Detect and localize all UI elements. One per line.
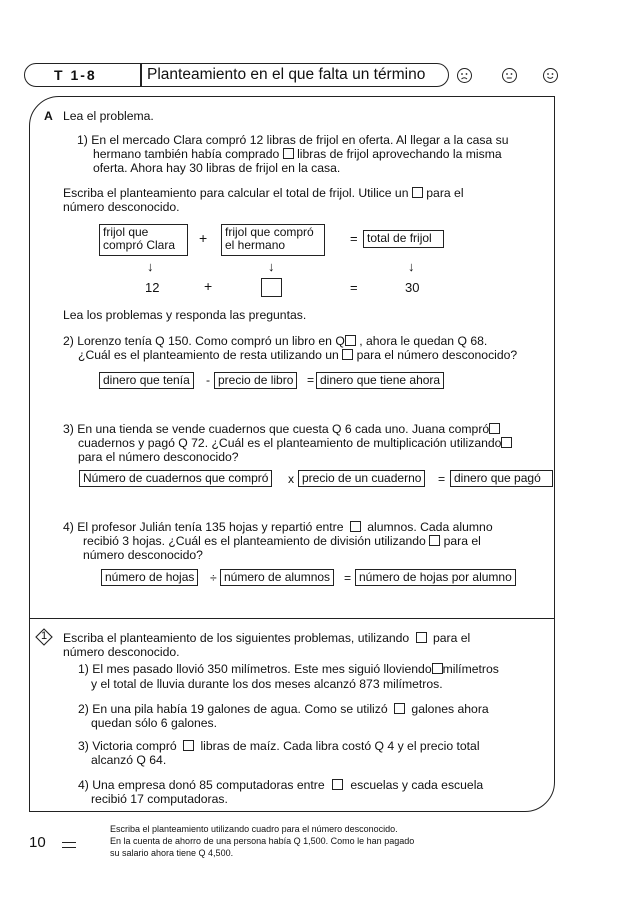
times-sign: x bbox=[288, 472, 295, 486]
header-divider bbox=[140, 63, 142, 87]
section-1-instruction-line-1: Escriba el planteamiento de los siguientes problemas, utilizando para el bbox=[63, 631, 471, 645]
arrow-down-icon: ↓ bbox=[408, 259, 415, 274]
section-a-instruction: Lea el problema. bbox=[63, 109, 154, 123]
problem-3-line-3: para el número desconocido? bbox=[78, 450, 239, 464]
problem-4-line-1: 4) El profesor Julián tenía 135 hojas y repartió entre alumnos. Cada alumno bbox=[63, 520, 493, 534]
p2-box-dinero-tenia: dinero que tenía bbox=[99, 372, 194, 389]
unknown-box[interactable] bbox=[342, 349, 353, 360]
exercise-4-line-2: recibió 17 computadoras. bbox=[91, 792, 228, 806]
sad-face-icon[interactable] bbox=[457, 68, 472, 83]
section-a-marker: A bbox=[44, 109, 53, 123]
happy-face-icon[interactable] bbox=[543, 68, 558, 83]
equals-sign: = bbox=[438, 472, 446, 486]
arrow-down-icon: ↓ bbox=[147, 259, 154, 274]
unknown-box[interactable] bbox=[432, 663, 443, 674]
page-number-rule bbox=[62, 842, 76, 848]
p3-box-dinero-pago: dinero que pagó bbox=[450, 470, 553, 487]
neutral-face-icon[interactable] bbox=[502, 68, 517, 83]
p4-box-alumnos: número de alumnos bbox=[220, 569, 334, 586]
page-title: Planteamiento en el que falta un término bbox=[147, 66, 426, 83]
exercise-2-line-2: quedan sólo 6 galones. bbox=[91, 716, 218, 730]
p2-box-precio-libro: precio de libro bbox=[214, 372, 297, 389]
divide-sign: ÷ bbox=[210, 571, 217, 585]
frijol-hermano-box: frijol que compró el hermano bbox=[221, 224, 325, 256]
unknown-box[interactable] bbox=[394, 703, 405, 714]
arrow-down-icon: ↓ bbox=[268, 259, 275, 274]
footer-note-line-1: Escriba el planteamiento utilizando cuadro para el número desconocido. bbox=[110, 824, 398, 834]
footer-note-line-3: su salario ahora tiene Q 4,500. bbox=[110, 848, 234, 858]
problem-1-line-1: 1) En el mercado Clara compró 12 libras de frijol en oferta. Al llegar a la casa su bbox=[77, 133, 509, 147]
write-instruction-line-2: número desconocido. bbox=[63, 200, 180, 214]
unknown-box[interactable] bbox=[332, 779, 343, 790]
frijol-clara-box: frijol que compró Clara bbox=[99, 224, 188, 256]
unknown-box[interactable] bbox=[429, 535, 440, 546]
read-problems-instruction: Lea los problemas y responda las preguntas. bbox=[63, 308, 307, 322]
diamond-number-icon: 1 bbox=[35, 628, 53, 646]
plus-sign: + bbox=[204, 278, 213, 294]
minus-sign: - bbox=[206, 373, 211, 387]
footer-note-line-2: En la cuenta de ahorro de una persona había Q 1,500. Como le han pagado bbox=[110, 836, 415, 846]
problem-1-line-2: hermano también había comprado libras de frijol aprovechando la misma bbox=[93, 147, 502, 161]
p3-box-cuadernos: Número de cuadernos que compró bbox=[79, 470, 272, 487]
problem-1-line-3: oferta. Ahora hay 30 libras de frijol en la casa. bbox=[93, 161, 341, 175]
equals-sign: = bbox=[307, 373, 315, 387]
p2-box-dinero-ahora: dinero que tiene ahora bbox=[316, 372, 444, 389]
page-number: 10 bbox=[29, 834, 46, 851]
problem-2-line-1: 2) Lorenzo tenía Q 150. Como compró un libro en Q , ahora le quedan Q 68. bbox=[63, 334, 488, 348]
exercise-4-line-1: 4) Una empresa donó 85 computadoras entre escuelas y cada escuela bbox=[78, 778, 484, 792]
exercise-1-line-1: 1) El mes pasado llovió 350 milímetros. Este mes siguió lloviendo milímetros bbox=[78, 662, 499, 676]
exercise-3-line-2: alcanzó Q 64. bbox=[91, 753, 167, 767]
exercise-1-line-2: y el total de lluvia durante los dos meses alcanzó 873 milímetros. bbox=[91, 677, 443, 691]
equals-sign: = bbox=[344, 571, 352, 585]
value-12: 12 bbox=[145, 280, 160, 295]
section-divider bbox=[30, 618, 554, 619]
write-instruction-line-1: Escriba el planteamiento para calcular el total de frijol. Utilice un para el bbox=[63, 186, 464, 200]
p3-box-precio-cuaderno: precio de un cuaderno bbox=[298, 470, 425, 487]
exercise-3-line-1: 3) Victoria compró libras de maíz. Cada libra costó Q 4 y el precio total bbox=[78, 739, 480, 753]
unknown-box[interactable] bbox=[345, 335, 356, 346]
unknown-box[interactable] bbox=[489, 423, 500, 434]
total-frijol-box: total de frijol bbox=[363, 230, 444, 248]
unknown-box[interactable] bbox=[501, 437, 512, 448]
unit-code: T 1-8 bbox=[54, 67, 97, 83]
problem-2-line-2: ¿Cuál es el planteamiento de resta utilizando un para el número desconocido? bbox=[78, 348, 518, 362]
unknown-answer-box[interactable] bbox=[261, 278, 282, 297]
equals-sign: = bbox=[350, 231, 358, 246]
problem-3-line-1: 3) En una tienda se vende cuadernos que cuesta Q 6 cada uno. Juana compró bbox=[63, 422, 500, 436]
unknown-box[interactable] bbox=[350, 521, 361, 532]
p4-box-hojas: número de hojas bbox=[101, 569, 198, 586]
plus-sign: + bbox=[199, 230, 208, 246]
p4-box-hojas-por-alumno: número de hojas por alumno bbox=[355, 569, 516, 586]
problem-3-line-2: cuadernos y pagó Q 72. ¿Cuál es el planteamiento de multiplicación utilizando bbox=[78, 436, 512, 450]
unknown-box[interactable] bbox=[412, 187, 423, 198]
section-1-instruction-line-2: número desconocido. bbox=[63, 645, 180, 659]
exercise-2-line-1: 2) En una pila había 19 galones de agua. Como se utilizó galones ahora bbox=[78, 702, 489, 716]
unknown-box[interactable] bbox=[183, 740, 194, 751]
unknown-box[interactable] bbox=[283, 148, 294, 159]
value-30: 30 bbox=[405, 280, 420, 295]
equals-sign: = bbox=[350, 280, 358, 295]
problem-4-line-3: número desconocido? bbox=[83, 548, 203, 562]
problem-4-line-2: recibió 3 hojas. ¿Cuál es el planteamiento de división utilizando para el bbox=[83, 534, 481, 548]
unknown-box[interactable] bbox=[416, 632, 427, 643]
